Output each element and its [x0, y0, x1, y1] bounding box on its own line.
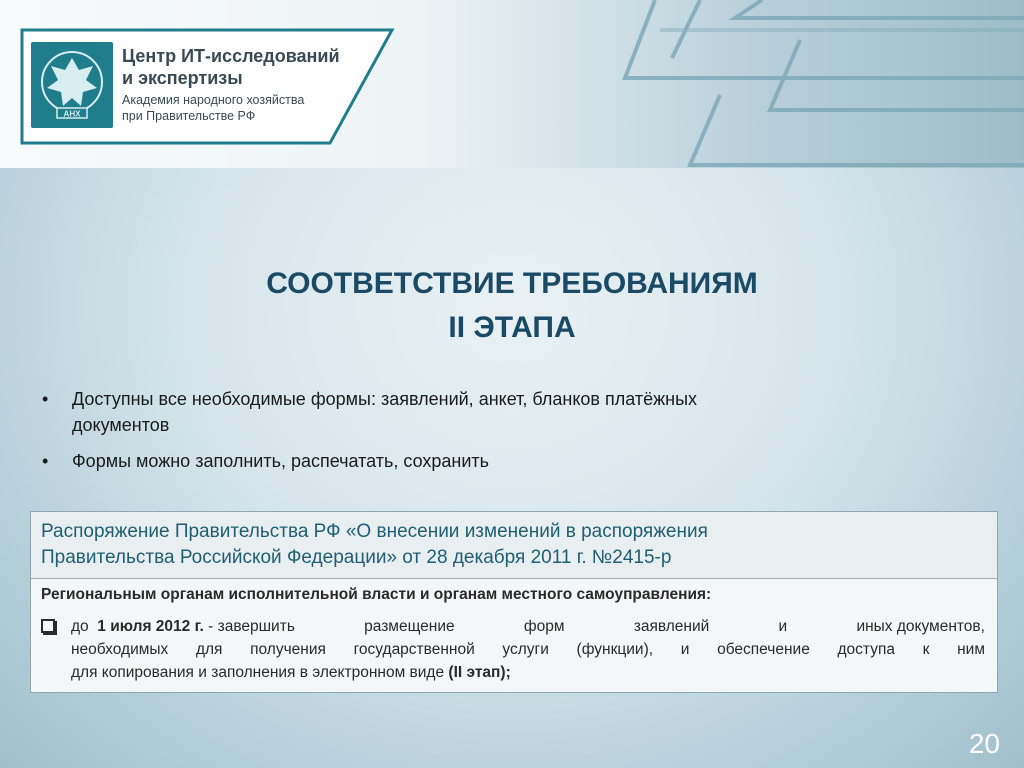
bullet-item: [40, 448, 960, 474]
page-number: 20: [968, 728, 1000, 759]
word-dash: - завершить: [208, 618, 295, 635]
decree-item-line2: необходимых для получения государственной услуги (функции), и обеспечение доступа к ним: [71, 641, 985, 658]
bullet-item: [40, 386, 960, 438]
decree-item-line3-text: для копирования и заполнения в электронном виде: [71, 664, 449, 681]
word-inyh: иных документов,: [856, 618, 985, 635]
bullet-marker: •: [42, 451, 49, 471]
decree-item-line3: [71, 661, 511, 684]
decree-subheading: Региональным органам исполнительной власти и органам местного самоуправления:: [41, 586, 712, 603]
decree-box: [30, 511, 998, 693]
word-do: до: [71, 618, 89, 635]
decree-title-line1: Распоряжение Правительства РФ «О внесении изменений в распоряжения: [41, 521, 708, 542]
logo-name-line1: Центр ИТ-исследований: [122, 46, 340, 66]
logo-name-line2: и экспертизы: [122, 68, 243, 88]
bullet-text-line1: Формы можно заполнить, распечатать, сохранить: [72, 451, 490, 471]
word-form: форм: [523, 618, 565, 635]
slide-title-line1: СООТВЕТСТВИЕ ТРЕБОВАНИЯМ: [266, 267, 758, 300]
checkbox-bullet-icon: [41, 619, 55, 633]
decree-title-line2: Правительства Российской Федерации» от 28 декабря 2011 г. №2415-р: [41, 547, 672, 568]
decree-item-line1: [71, 615, 985, 638]
bullet-list: [40, 386, 960, 484]
logo-sub-line2: при Правительстве РФ: [122, 109, 256, 123]
eagle-emblem-icon: [31, 42, 113, 128]
slide-title-line2: II ЭТАПА: [448, 311, 576, 344]
decree-box-header: [31, 512, 997, 579]
bullet-text-line2: документов: [72, 415, 170, 435]
logo-emblem: [31, 42, 113, 128]
bullet-text-line1: Доступны все необходимые формы: заявлений, анкет, бланков платёжных: [72, 389, 698, 409]
deadline-date: 1 июля 2012 г.: [97, 618, 204, 635]
word-zayav: заявлений: [633, 618, 710, 635]
emblem-label: АНХ: [63, 109, 81, 119]
word-razm: размещение: [364, 618, 455, 635]
logo-sub-line1: Академия народного хозяйства: [122, 93, 305, 107]
stage-label: (II этап);: [448, 664, 511, 681]
bullet-marker: •: [42, 389, 49, 409]
word-i: и: [778, 618, 788, 635]
